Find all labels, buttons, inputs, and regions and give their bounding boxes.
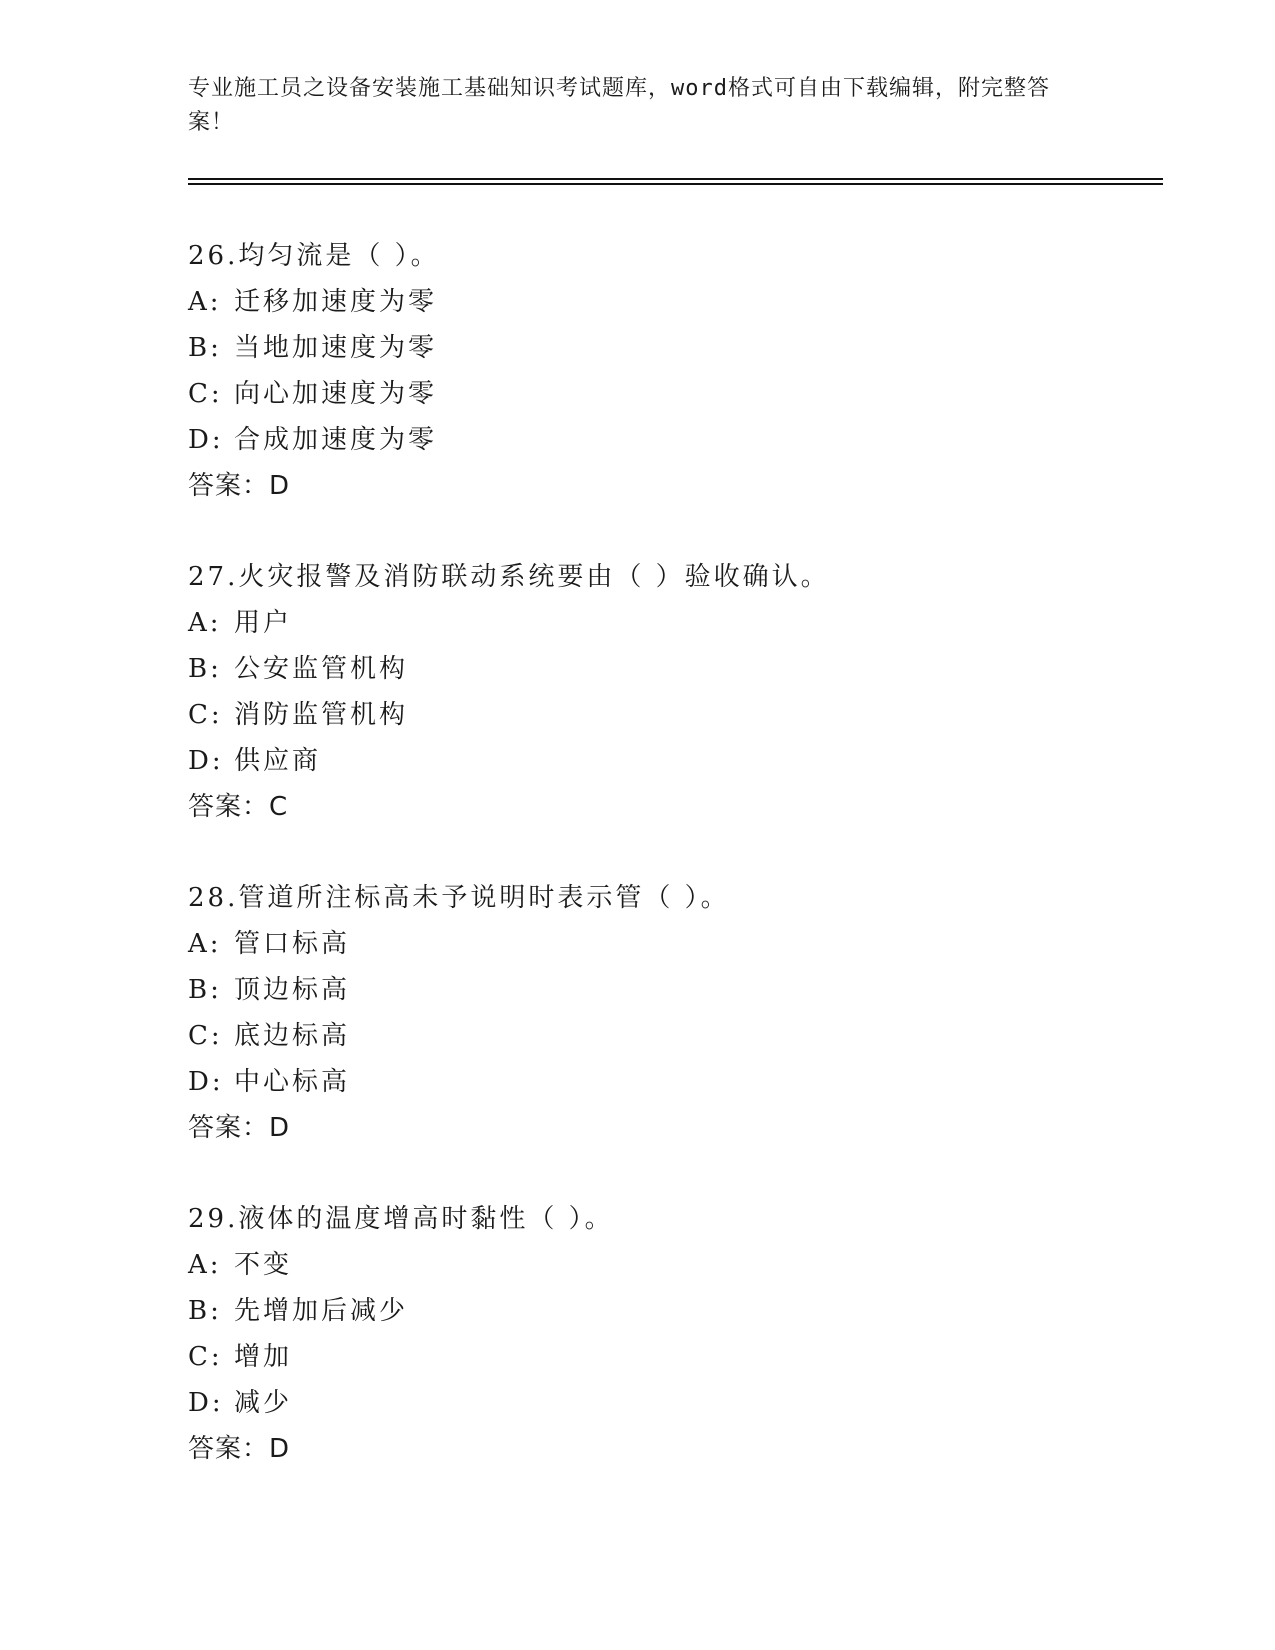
- option-b: [188, 646, 1148, 692]
- question-stem: 28.管道所注标高未予说明时表示管（ ）。: [188, 883, 730, 913]
- option-text: 先增加后减少: [234, 1296, 409, 1326]
- option-key: B:: [188, 333, 222, 363]
- option-key: C:: [188, 700, 223, 730]
- question-stem: 26.均匀流是（ ）。: [188, 241, 440, 271]
- header-rule-top: [188, 178, 1163, 180]
- option-d: [188, 1380, 1148, 1426]
- answer-line: 答案：D: [188, 1113, 291, 1143]
- option-text: 不变: [234, 1250, 293, 1280]
- option-c: [188, 1334, 1148, 1380]
- option-d: [188, 738, 1148, 784]
- option-key: D:: [188, 425, 224, 455]
- option-key: C:: [188, 379, 223, 409]
- option-b: [188, 967, 1148, 1013]
- answer-line: 答案：C: [188, 792, 289, 822]
- option-text: 公安监管机构: [234, 654, 409, 684]
- answer-line: 答案：D: [188, 471, 291, 501]
- option-text: 底边标高: [234, 1021, 351, 1051]
- option-c: [188, 692, 1148, 738]
- option-c: [188, 371, 1148, 417]
- option-text: 消防监管机构: [234, 700, 409, 730]
- option-text: 供应商: [234, 746, 322, 776]
- option-d: [188, 1059, 1148, 1105]
- option-text: 迁移加速度为零: [234, 287, 438, 317]
- option-a: [188, 1242, 1148, 1288]
- option-key: D:: [188, 1067, 224, 1097]
- option-key: D:: [188, 746, 224, 776]
- option-key: A:: [188, 929, 222, 959]
- option-text: 向心加速度为零: [234, 379, 438, 409]
- document-header: 专业施工员之设备安装施工基础知识考试题库，word格式可自由下载编辑，附完整答案！: [188, 76, 1050, 135]
- option-a: [188, 279, 1148, 325]
- option-text: 用户: [234, 608, 293, 638]
- question-29: [188, 1196, 1148, 1472]
- option-text: 顶边标高: [234, 975, 351, 1005]
- option-a: [188, 600, 1148, 646]
- header-rule-bottom: [188, 183, 1163, 185]
- question-26: [188, 233, 1148, 509]
- question-27: [188, 554, 1148, 830]
- option-key: A:: [188, 608, 222, 638]
- option-key: C:: [188, 1342, 223, 1372]
- answer-line: 答案：D: [188, 1434, 291, 1464]
- option-b: [188, 325, 1148, 371]
- option-text: 减少: [234, 1388, 293, 1418]
- question-stem: 27.火灾报警及消防联动系统要由（ ）验收确认。: [188, 562, 830, 592]
- option-key: B:: [188, 975, 222, 1005]
- option-c: [188, 1013, 1148, 1059]
- option-text: 管口标高: [234, 929, 351, 959]
- option-key: B:: [188, 654, 222, 684]
- option-a: [188, 921, 1148, 967]
- option-text: 合成加速度为零: [234, 425, 438, 455]
- option-b: [188, 1288, 1148, 1334]
- question-stem: 29.液体的温度增高时黏性（ ）。: [188, 1204, 614, 1234]
- option-text: 当地加速度为零: [234, 333, 438, 363]
- question-28: [188, 875, 1148, 1151]
- option-key: C:: [188, 1021, 223, 1051]
- option-text: 中心标高: [234, 1067, 351, 1097]
- option-key: A:: [188, 1250, 222, 1280]
- option-text: 增加: [234, 1342, 293, 1372]
- option-key: A:: [188, 287, 222, 317]
- option-key: D:: [188, 1388, 224, 1418]
- option-d: [188, 417, 1148, 463]
- option-key: B:: [188, 1296, 222, 1326]
